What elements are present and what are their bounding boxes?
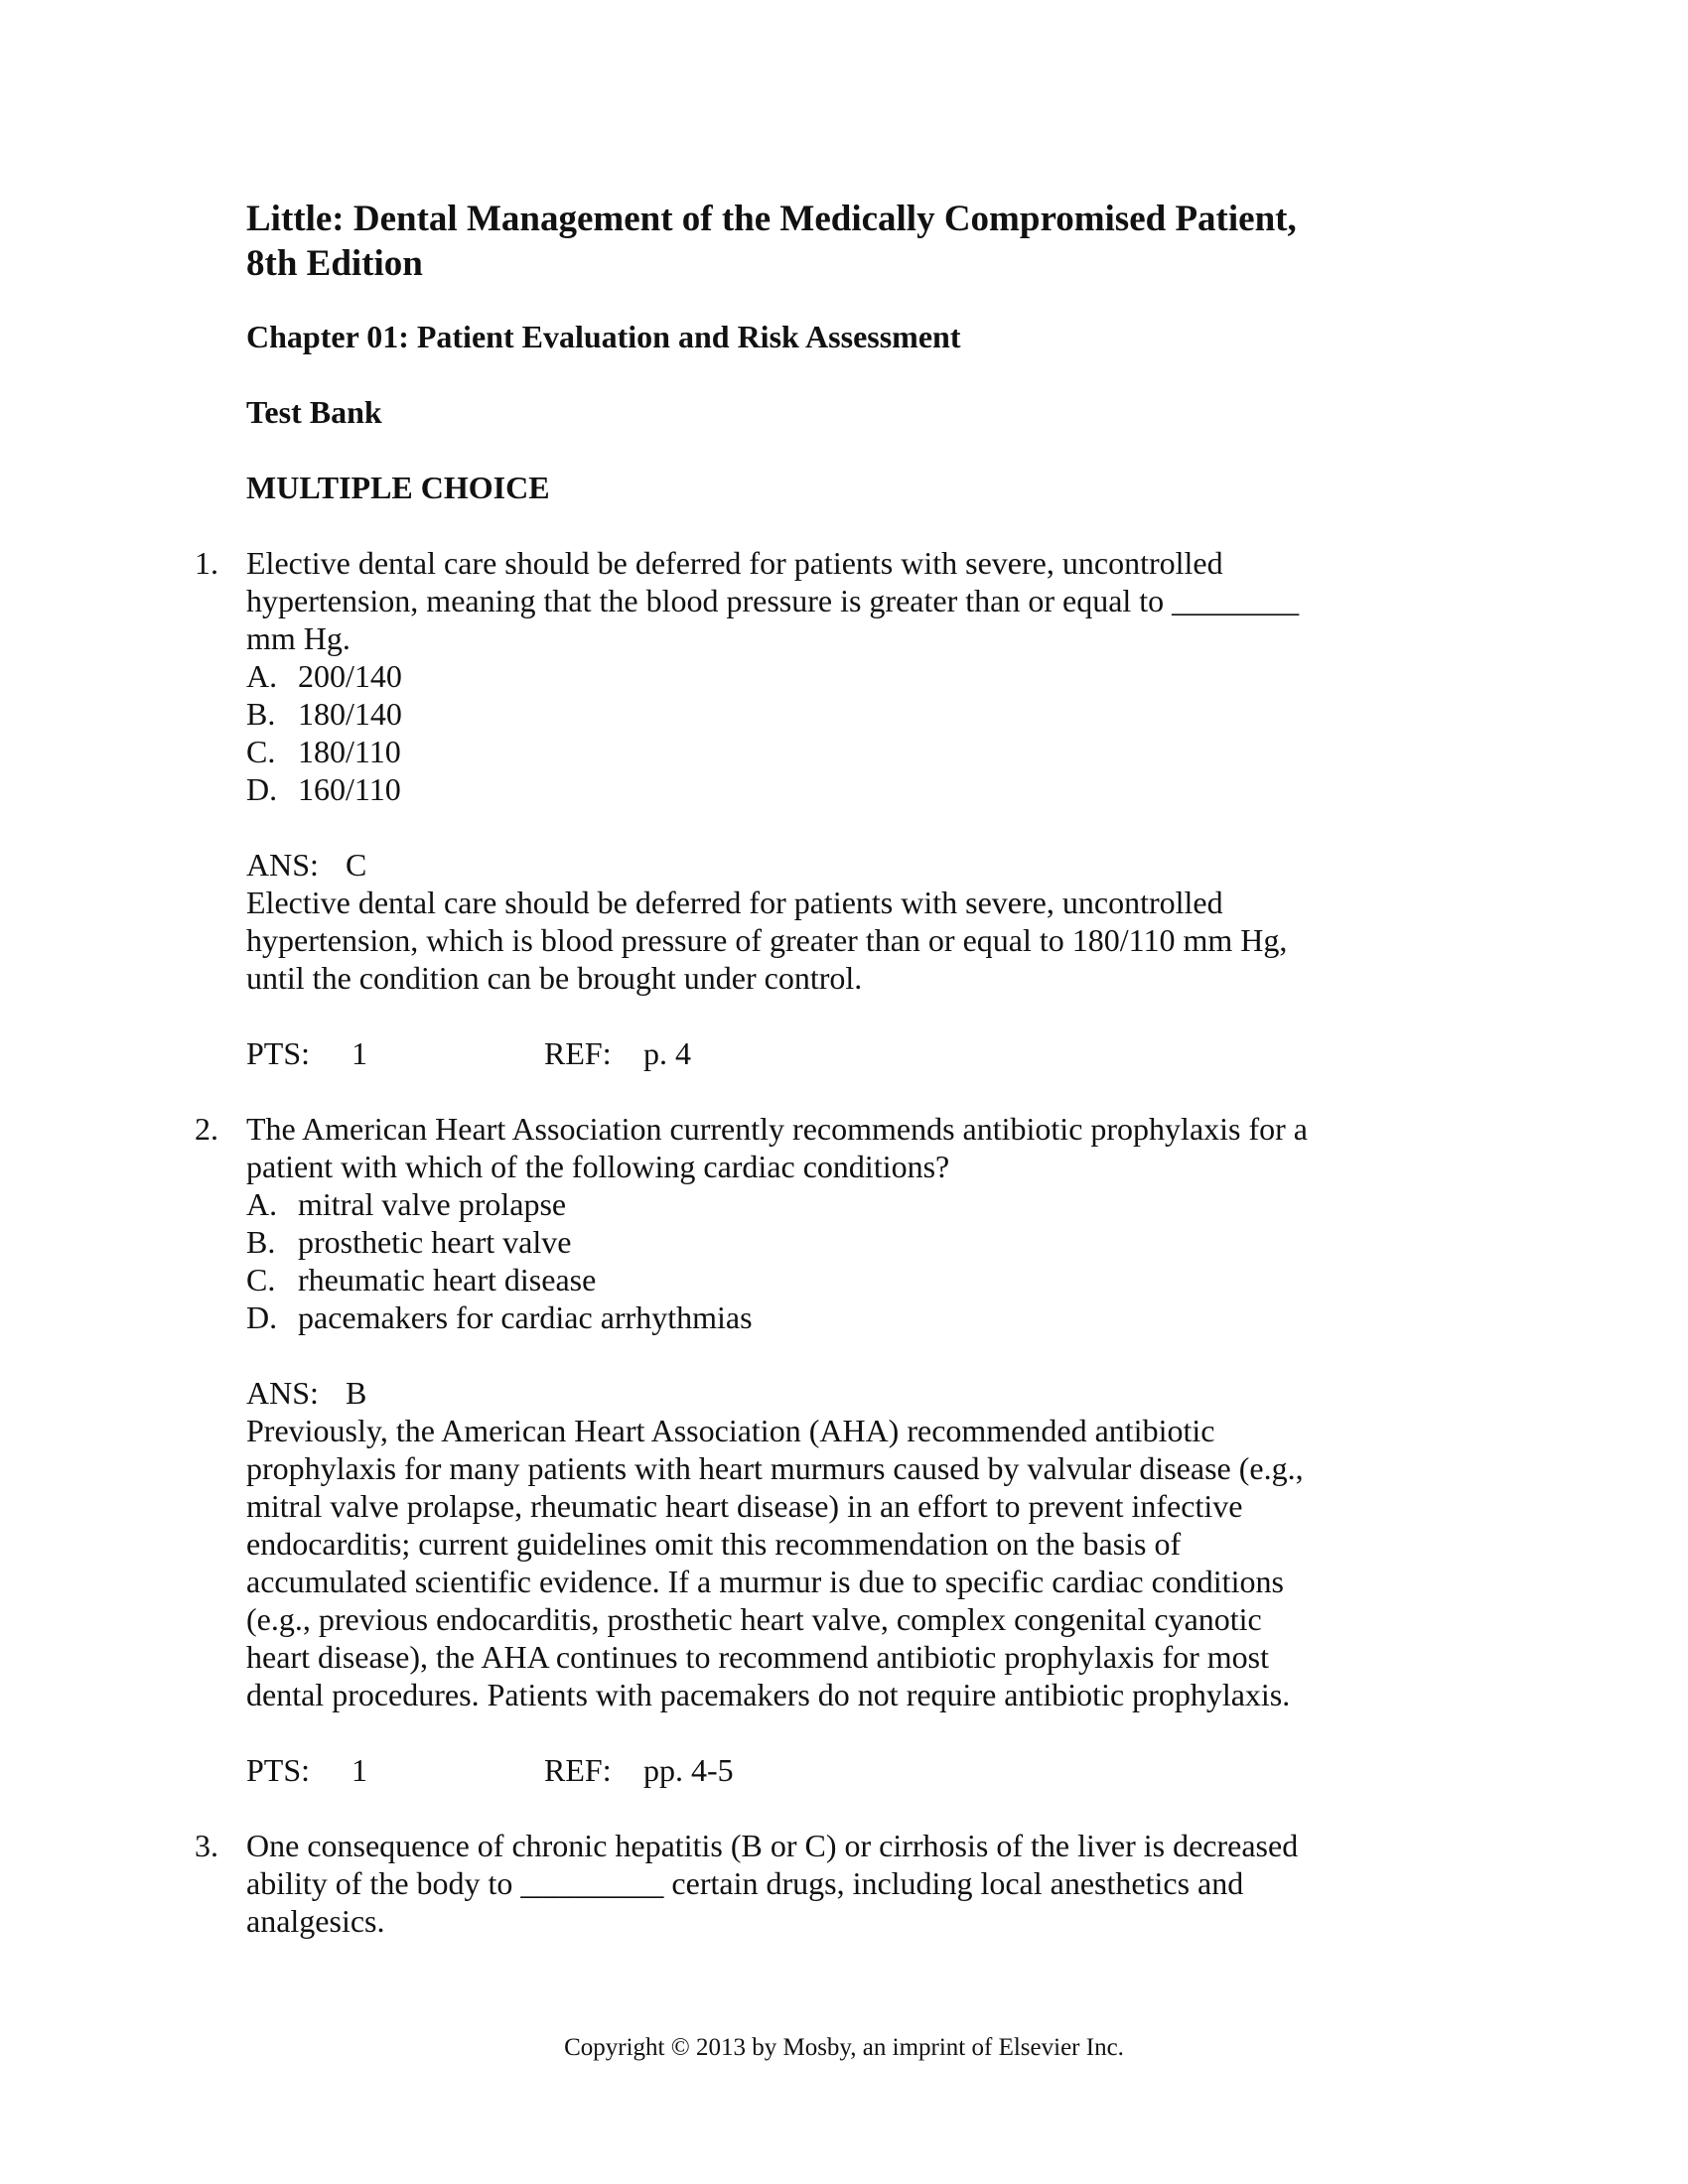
option-c [246, 1261, 1378, 1298]
title-line-1: Little: Dental Management of the Medically Compromised Patient, [246, 199, 1297, 239]
spacer [246, 1789, 1378, 1827]
option-text: 180/110 [298, 734, 401, 769]
points-label: PTS: [246, 1752, 311, 1788]
stem-line: The American Heart Association currently recommends antibiotic prophylaxis for a [246, 1111, 1308, 1147]
question-3 [195, 1827, 1378, 1940]
stem-line: ability of the body to _________ certain drugs, including local anesthetics and [246, 1865, 1244, 1901]
answer-value: B [346, 1375, 367, 1411]
option-text: mitral valve prolapse [298, 1186, 567, 1222]
points [246, 1751, 544, 1789]
stem-line: Elective dental care should be deferred for patients with severe, uncontrolled [246, 545, 1223, 581]
option-text: rheumatic heart disease [298, 1262, 597, 1297]
option-text: 200/140 [298, 658, 402, 694]
rationale [246, 1412, 1378, 1713]
spacer [246, 1072, 1378, 1110]
rationale-line: heart disease), the AHA continues to recommend antibiotic prophylaxis for most [246, 1639, 1269, 1675]
option-b [246, 1223, 1378, 1261]
option-d [246, 770, 1378, 808]
points [246, 1034, 544, 1072]
reference-label: REF: [544, 1752, 612, 1788]
option-text: 180/140 [298, 696, 402, 732]
reference-label: REF: [544, 1035, 612, 1071]
option-text: 160/110 [298, 771, 401, 807]
chapter-heading: Chapter 01: Patient Evaluation and Risk Assessment [246, 319, 961, 354]
question-meta [246, 1751, 1378, 1789]
answer-block [246, 846, 1378, 997]
rationale-line: Elective dental care should be deferred for patients with severe, uncontrolled [246, 885, 1223, 920]
option-letter: A. [246, 1186, 278, 1222]
option-c [246, 733, 1378, 770]
question-number: 1. [195, 545, 218, 581]
answer-value: C [346, 847, 367, 883]
rationale [246, 884, 1378, 997]
answer-label: ANS: [246, 1375, 319, 1411]
section-heading: MULTIPLE CHOICE [246, 470, 550, 505]
rationale-line: prophylaxis for many patients with heart murmurs caused by valvular disease (e.g., [246, 1450, 1304, 1486]
points-value: 1 [352, 1752, 367, 1788]
rationale-line: (e.g., previous endocarditis, prosthetic heart valve, complex congenital cyanotic [246, 1601, 1262, 1637]
reference-value: p. 4 [643, 1035, 691, 1071]
document-title [246, 197, 1378, 286]
option-d [246, 1298, 1378, 1336]
reference-value: pp. 4-5 [643, 1752, 734, 1788]
answer-line [246, 1374, 1378, 1412]
rationale-line: hypertension, which is blood pressure of greater than or equal to 180/110 mm Hg, [246, 922, 1288, 958]
stem-line: analgesics. [246, 1903, 385, 1939]
stem-line: patient with which of the following cardiac conditions? [246, 1149, 950, 1184]
option-letter: D. [246, 771, 278, 807]
answer-block [246, 1374, 1378, 1713]
points-value: 1 [352, 1035, 367, 1071]
answer-line [246, 846, 1378, 884]
stem-line: One consequence of chronic hepatitis (B or C) or cirrhosis of the liver is decreased [246, 1828, 1299, 1863]
reference [544, 1034, 691, 1072]
question-number: 2. [195, 1111, 218, 1147]
option-letter: D. [246, 1299, 278, 1335]
rationale-line: dental procedures. Patients with pacemakers do not require antibiotic prophylaxis. [246, 1677, 1291, 1712]
rationale-line: mitral valve prolapse, rheumatic heart disease) in an effort to prevent infective [246, 1488, 1243, 1524]
stem-line: hypertension, meaning that the blood pressure is greater than or equal to ________ [246, 583, 1300, 618]
test-bank-heading: Test Bank [246, 394, 382, 430]
option-letter: C. [246, 734, 276, 769]
option-text: pacemakers for cardiac arrhythmias [298, 1299, 753, 1335]
option-letter: B. [246, 1224, 276, 1260]
option-a [246, 1185, 1378, 1223]
question-stem [246, 544, 1378, 657]
option-letter: B. [246, 696, 276, 732]
question-stem [246, 1110, 1378, 1185]
reference [544, 1751, 734, 1789]
question-meta [246, 1034, 1378, 1072]
option-letter: C. [246, 1262, 276, 1297]
option-text: prosthetic heart valve [298, 1224, 572, 1260]
stem-line: mm Hg. [246, 620, 351, 656]
copyright-footer: Copyright © 2013 by Mosby, an imprint of Elsevier Inc. [564, 2034, 1124, 2061]
rationale-line: accumulated scientific evidence. If a murmur is due to specific cardiac conditions [246, 1564, 1284, 1599]
title-line-2: 8th Edition [246, 243, 423, 284]
rationale-line: until the condition can be brought under control. [246, 960, 863, 996]
question-1 [195, 544, 1378, 1072]
page-content [195, 197, 1378, 1940]
question-number: 3. [195, 1828, 218, 1863]
option-letter: A. [246, 658, 278, 694]
option-b [246, 695, 1378, 733]
question-2 [195, 1110, 1378, 1789]
rationale-line: endocarditis; current guidelines omit this recommendation on the basis of [246, 1526, 1182, 1562]
option-a [246, 657, 1378, 695]
question-stem [246, 1827, 1378, 1940]
answer-label: ANS: [246, 847, 319, 883]
points-label: PTS: [246, 1035, 311, 1071]
rationale-line: Previously, the American Heart Association (AHA) recommended antibiotic [246, 1413, 1215, 1448]
